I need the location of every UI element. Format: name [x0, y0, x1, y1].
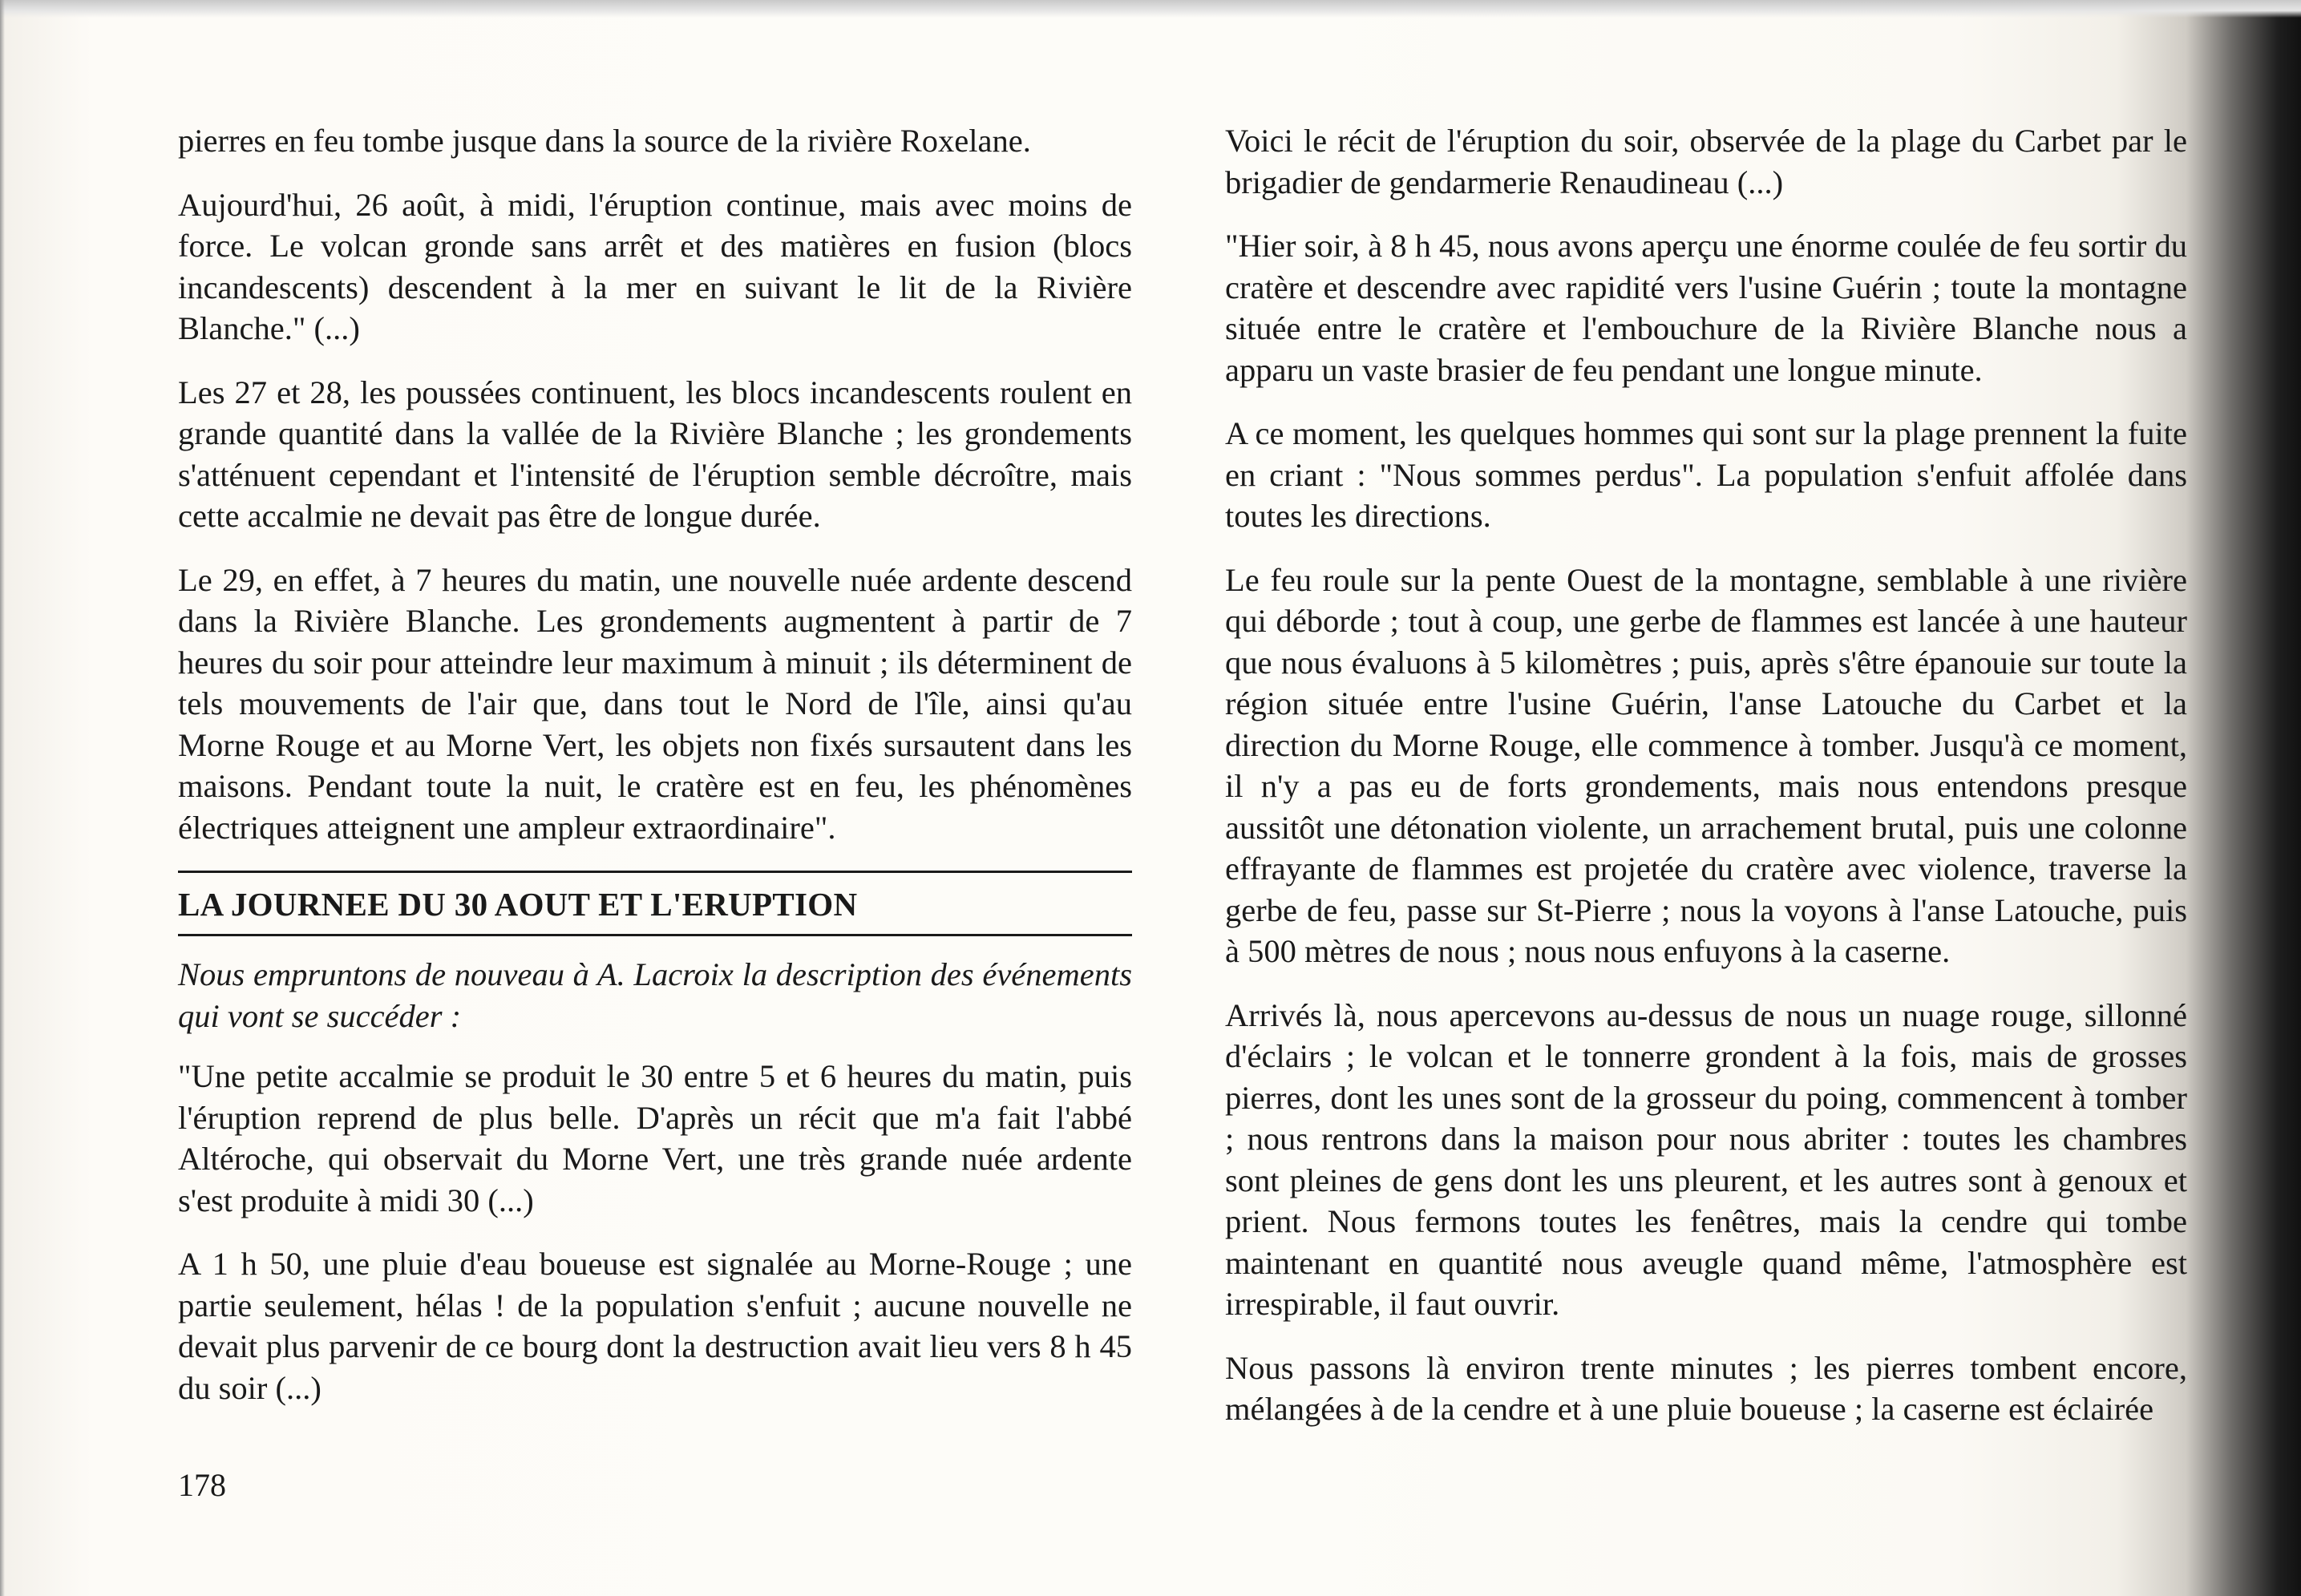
section-heading: LA JOURNEE DU 30 AOUT ET L'ERUPTION — [178, 871, 1132, 936]
left-column — [178, 120, 1132, 1431]
paragraph: "Une petite accalmie se produit le 30 entre 5 et 6 heures du matin, puis l'éruption reprend de plus belle. D'après un récit que m'a fait l'abbé Altéroche, qui observait du Morne Vert, une très grande nuée ardente s'est produite à midi 30 (...) — [178, 1058, 1132, 1218]
paragraph: A ce moment, les quelques hommes qui sont sur la plage prennent la fuite en criant : "Nous sommes perdus". La population s'enfuit affolée dans toutes les directions. — [1225, 415, 2187, 534]
paragraph: A 1 h 50, une pluie d'eau boueuse est signalée au Morne-Rouge ; une partie seulement, hélas ! de la population s'enfuit ; aucune nouvelle ne devait plus parvenir de ce bourg dont la destruction avait lieu vers 8 h 45 du soir (...) — [178, 1246, 1132, 1406]
paragraph: Aujourd'hui, 26 août, à midi, l'éruption continue, mais avec moins de force. Le volcan gronde sans arrêt et des matières en fusion (blocs incandescents) descendent à la mer en suivant le lit de la Rivière Blanche." (...) — [178, 186, 1132, 346]
paragraph: Arrivés là, nous apercevons au-dessus de nous un nuage rouge, sillonné d'éclairs ; le volcan et le tonnerre grondent à la fois, mais de grosses pierres, dont les unes sont de la grosseur du poing, commencent à tomber ; nous rentrons dans la maison pour nous abriter : toutes les chambres sont pleines de gens dont les uns pleurent, et les autres sont à genoux et prient. Nous fermons toutes les fenêtres, mais la cendre qui tombe maintenant en quantité nous aveugle quand même, l'atmosphère est irrespirable, il faut ouvrir. — [1225, 996, 2187, 1322]
scan-top-edge — [0, 0, 2301, 18]
paragraph: Le 29, en effet, à 7 heures du matin, une nouvelle nuée ardente descend dans la Rivière Blanche. Les grondements augmentent à partir de 7 heures du soir pour atteindre leur maximum à minuit ; ils déterminent de tels mouvements de l'air que, dans tout le Nord de l'île, ainsi qu'au Morne Rouge et au Morne Vert, les objets non fixés sursautent dans les maisons. Pendant toute la nuit, le cratère est en feu, les phénomènes électriques atteignent une ampleur extraordinaire". — [178, 561, 1132, 846]
paragraph: Les 27 et 28, les poussées continuent, les blocs incandescents roulent en grande quantité dans la vallée de la Rivière Blanche ; les grondements s'atténuent cependant et l'intensité de l'éruption semble décroître, mais cette accalmie ne devait pas être de longue durée. — [178, 374, 1132, 534]
intro-paragraph: Nous empruntons de nouveau à A. Lacroix la description des événements qui vont se succéder : — [178, 956, 1132, 1034]
paragraph: "Hier soir, à 8 h 45, nous avons aperçu une énorme coulée de feu sortir du cratère et descendre avec rapidité vers l'usine Guérin ; toute la montagne située entre le cratère et l'embouchure de la Rivière Blanche nous a apparu un vaste brasier de feu pendant une longue minute. — [1225, 228, 2187, 388]
right-column — [1225, 120, 2187, 1453]
scan-left-edge — [0, 0, 5, 1596]
page-number: 178 — [178, 1467, 226, 1503]
paragraph: Le feu roule sur la pente Ouest de la montagne, semblable à une rivière qui déborde ; tout à coup, une gerbe de flammes est lancée à une hauteur que nous évaluons à 5 kilomètres ; puis, après s'être épanouie sur toute la région située entre l'usine Guérin, l'anse Latouche du Carbet et la direction du Morne Rouge, elle commence à tomber. Jusqu'à ce moment, il n'y a pas eu de forts grondements, mais nous entendons presque aussitôt une détonation violente, un arrachement brutal, puis une colonne effrayante de flammes est projetée du cratère avec violence, traverse la gerbe de feu, passe sur St-Pierre ; nous la voyons à l'anse Latouche, puis à 500 mètres de nous ; nous nous enfuyons à la caserne. — [1225, 561, 2187, 969]
paragraph: pierres en feu tombe jusque dans la source de la rivière Roxelane. — [178, 123, 1031, 159]
paragraph: Voici le récit de l'éruption du soir, observée de la plage du Carbet par le brigadier de gendarmerie Renaudineau (...) — [1225, 123, 2187, 200]
paragraph: Nous passons là environ trente minutes ; les pierres tombent encore, mélangées à de la cendre et à une pluie boueuse ; la caserne est éclairée — [1225, 1349, 2187, 1427]
